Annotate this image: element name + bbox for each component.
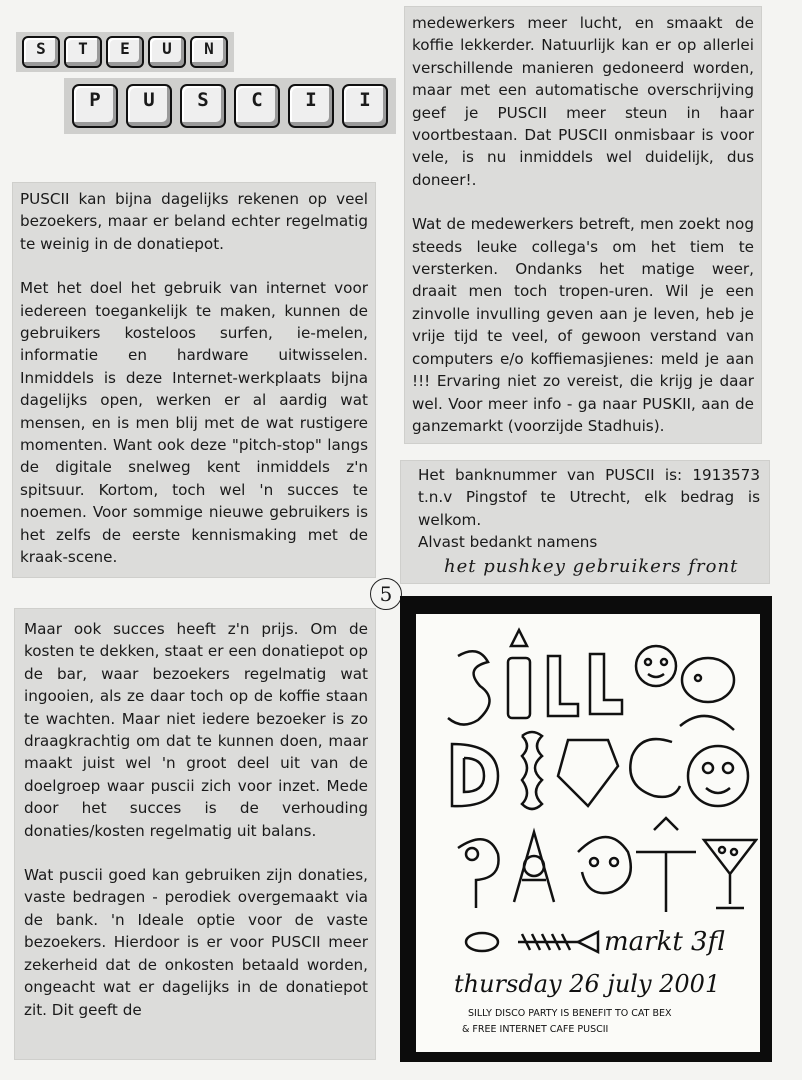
signature: het pushkey gebruikers front [444,555,739,577]
star-icon [511,630,527,646]
key-cap: S [180,84,226,128]
paragraph: Wat de medewerkers betreft, men zoekt nog steeds leuke collega's om het tiem te versterken. Ondanks het matige weer, draait men toch tropen-uren. Wil je een zinvolle invulling geven aan je leven, heb je vrije tijd te veel, of gewoon verstand van computers e/o koffiemasjienes: meld je aan !!! Ervaring niet zo vereist, die krijg je daar wel. Voor meer info - ga naar PUSKII, aan de ganzemarkt (voorzijde Stadhuis). [412,215,754,435]
svg-text:Y [418,616,419,617]
key-cap: N [190,36,228,68]
paragraph: Wat puscii goed kan gebruiken zijn donaties, vaste bedragen - perodiek overgemaakt via de bank. 'n Ideale optie voor de vaste bezoekers. Hierdoor is er voor PUSCII meer zekerheid dat de onkosten betaald worden, ongeacht wat er dagelijks in de donatiepot zit. Dit geeft de [24,866,368,1019]
letter-r-creature [578,837,631,893]
left-clipping-2 [14,608,376,1060]
flower-icon [524,856,544,876]
letter-d [452,744,498,806]
box-letter-i [508,658,530,718]
paragraph: PUSCII kan bijna dagelijks rekenen op veel bezoekers, maar er beland echter regelmatig te weinig in de donatiepot. [20,190,368,253]
face-letter-y [636,646,676,686]
smiley-letter-o [688,746,748,806]
key-cap: I [342,84,388,128]
key-cap: E [106,36,144,68]
worm-letter-s [448,651,490,724]
key-cap: U [126,84,172,128]
boot-letter-l [548,656,578,716]
key-cap: P [72,84,118,128]
letter-i-twist [522,732,542,809]
key-cap: C [234,84,280,128]
letter-p-creature [458,839,499,908]
title-steun [16,32,234,72]
right-clipping-1 [404,6,762,444]
left-clipping-1 [12,182,376,578]
poster-drawing [418,616,758,1050]
poster-venue: markt 3fl [604,927,725,957]
face-hair [680,716,734,730]
key-cap: I [288,84,334,128]
key-cap: U [148,36,186,68]
title-puscii [64,78,396,134]
net-letter-l [590,654,622,714]
key-cap: T [64,36,102,68]
paragraph: medewerkers meer lucht, en smaakt de koffie lekkerder. Natuurlijk kan er op allerlei verschillende manieren gedoneerd worden, maar met een automatische overschrijving geef je PUSCII meer steun in haar voortbestaan. Dat PUSCII onmisbaar is voor vele, is nu inmiddels wel duidelijk, dus doneer!. [412,14,754,189]
magnet-letter-c [630,739,680,797]
letter-a [514,832,554,902]
letter-t-figure [636,818,696,912]
letter-s-gem [558,740,618,806]
paragraph: Maar ook succes heeft z'n prijs. Om de kosten te dekken, staat er een donatiepot op de bar, waar bezoekers regelmatig wat ingooien, als ze daar toch op de koffie staan te wachten. Maar niet iedere bezoeker is zo draagkrachtig om dat te kunnen doen, maar maakt juist wel 'n groot deel uit van de doelgroep waar puscii zich voor inzet. Mede door het succes is de verhouding donaties/kosten regelmatig uit balans. [24,620,368,840]
page-number: 5 [370,578,402,610]
poster-line1: SILLY DISCO PARTY IS BENEFIT TO CAT BEX [468,1008,672,1019]
poster-date: thursday 26 july 2001 [454,970,721,998]
thanks-text: Alvast bedankt namens [418,533,598,552]
paragraph: Met het doel het gebruik van internet voor iedereen toegankelijk te maken, kunnen de gebruikers kosteloos surfen, ie-melen, informatie en hardware uitwisselen. Inmiddels is deze Internet-werkplaats bijna dagelijks open, werken er al aardig wat mensen, en is men blij met de wat rustigere momenten. Want ook deze "pitch-stop" langs de digitale snelweg kent inmiddels z'n spitsuur. Kortom, toch wel 'n succes te noemen. Voor sommige nieuwe gebruikers is het zelfs de eerste kennismaking met de kraak-scene. [20,279,368,567]
cocktail-letter-y [704,840,756,908]
poster-line2: & FREE INTERNET CAFE PUSCII [462,1024,609,1035]
face-profile [682,658,734,702]
poster-frame [400,596,772,1062]
small-fish-icon [466,933,498,951]
bank-number-text: Het banknummer van PUSCII is: 1913573 t.n.v Pingstof te Utrecht, elk bedrag is welkom. [418,466,760,529]
fish-skeleton-icon [518,934,578,950]
disco-poster [416,614,760,1052]
key-cap: S [22,36,60,68]
bank-clipping [400,460,770,584]
